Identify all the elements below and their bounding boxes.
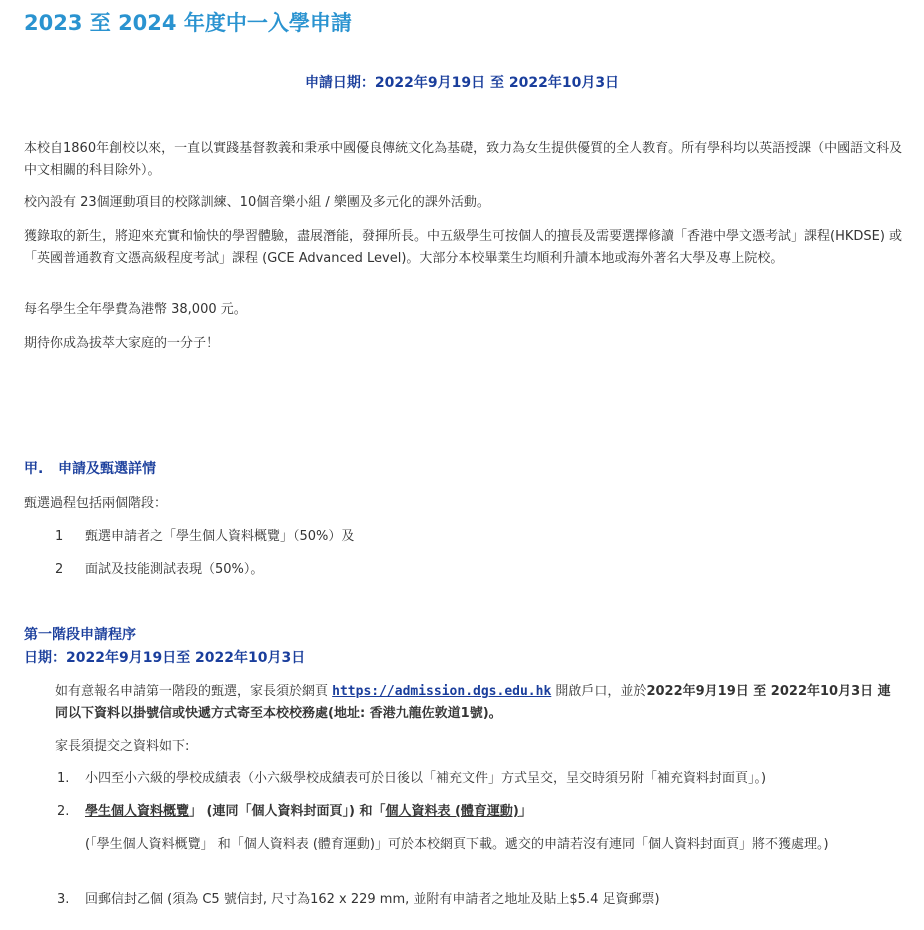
item-number: 3.: [57, 892, 70, 907]
item-text: 回郵信封乙個 (須為 C5 號信封, 尺寸為162 x 229 mm, 並附有申請者之地址及貼上$5.4 足資郵票): [85, 892, 660, 907]
stage1-intro-text: 連同以下資料以掛號信或快遞方式寄至本校校務處(地址: 香港九龍佐敦道1號)。: [55, 684, 891, 721]
section-a-heading: 甲. 申請及甄選詳情: [24, 461, 156, 477]
page-title: 2023 至 2024 年度中一入學申請: [24, 11, 352, 35]
docs-note: (「學生個人資料概覽」 和「個人資料表 (體育運動)」可於本校網頁下載。遞交的申請若沒有連同「個人資料封面頁」將不獲處理。): [85, 837, 829, 852]
item-number: 2: [55, 562, 64, 577]
item-number: 1.: [57, 771, 70, 786]
stage1-intro-text: 如有意報名申請第一階段的甄選，家長須於網頁: [55, 684, 333, 699]
section-a-lead: 甄選過程包括兩個階段：: [24, 496, 168, 511]
docs-lead: 家長須提交之資料如下:: [55, 739, 190, 754]
intro-paragraph-5: 期待你成為拔萃大家庭的一分子！: [24, 336, 220, 351]
selection-stage-item: [55, 559, 895, 581]
doc-name-profile: 學生個人資料概覽: [85, 804, 190, 819]
stage1-intro-text: 開啟戶口，並於: [551, 684, 647, 699]
doc-item: [57, 801, 897, 823]
stage1-date: 日期：2022年9月19日至 2022年10月3日: [24, 650, 306, 666]
intro-paragraph-2: 校內設有 23個運動項目的校隊訓練、10個音樂小組 / 樂團及多元化的課外活動。: [24, 195, 490, 210]
doc-item: [57, 889, 897, 911]
item-text: 」: [518, 804, 532, 819]
stage1-heading: 第一階段申請程序: [24, 627, 136, 643]
stage1-intro-date: 2022年9月19日 至 2022年10月3日: [646, 684, 874, 699]
stage1-intro: [55, 681, 900, 725]
item-text: 小四至小六級的學校成績表（小六級學校成績表可於日後以「補充文件」方式呈交，呈交時須另附「補充資料封面頁」。): [85, 771, 767, 786]
item-text: 」 (連同「個人資料封面頁」) 和「: [189, 804, 386, 819]
selection-stage-item: [55, 526, 895, 548]
item-text: 面試及技能測試表現（50%）。: [85, 562, 264, 577]
item-number: 2.: [57, 804, 70, 819]
admission-link[interactable]: https://admission.dgs.edu.hk: [332, 684, 552, 699]
application-date: 申請日期：2022年9月19日 至 2022年10月3日: [304, 75, 620, 91]
intro-paragraph-3: 獲錄取的新生，將迎來充實和愉快的學習體驗，盡展潛能，發揮所長。中五級學生可按個人的擅長及需要選擇修讀「香港中學文憑考試」課程(HKDSE) 或「英國普通教育文憑高級程度考試」課程 (GCE Advanced Level)。大部分本校畢業生均順利升讀本地或海外著名大學及專上院校。: [24, 229, 903, 266]
intro-paragraph-1: 本校自1860年創校以來，一直以實踐基督教義和秉承中國優良傳統文化為基礎，致力為女生提供優質的全人教育。所有學科均以英語授課（中國語文科及中文相關的科目除外）。: [24, 141, 903, 178]
item-text: 甄選申請者之「學生個人資料概覽」（50%）及: [85, 529, 355, 544]
doc-name-sports-form: 個人資料表 (體育運動): [385, 804, 519, 819]
intro-paragraph-4: 每名學生全年學費為港幣 38,000 元。: [24, 302, 247, 317]
item-number: 1: [55, 529, 64, 544]
doc-item: [57, 768, 897, 790]
